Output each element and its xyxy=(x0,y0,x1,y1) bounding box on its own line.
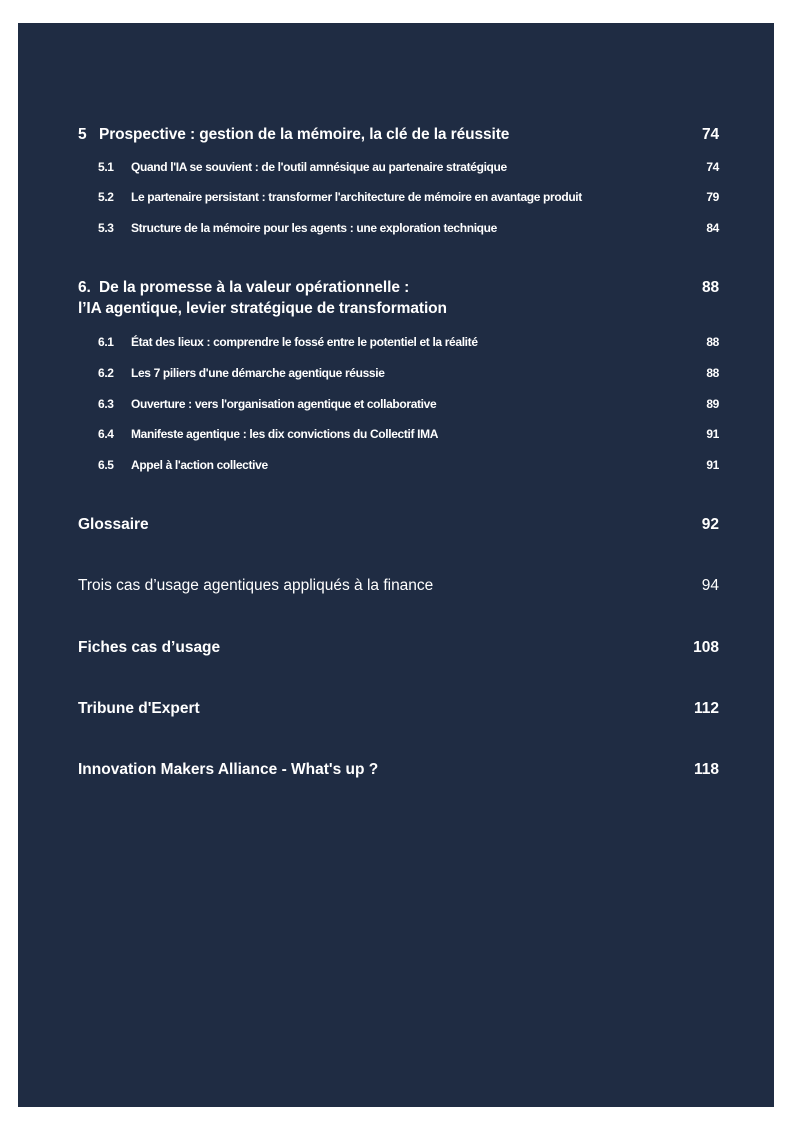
section-page-number: 89 xyxy=(706,397,719,411)
entry-title: Glossaire xyxy=(78,516,149,533)
section-page-number: 88 xyxy=(706,366,719,380)
section-number: 5.3 xyxy=(98,221,114,235)
toc-tribune-expert[interactable] xyxy=(78,700,719,718)
chapter-number: 6. xyxy=(78,279,91,296)
toc-section-5-2[interactable] xyxy=(98,190,719,204)
toc-glossaire[interactable] xyxy=(78,516,719,534)
section-title: Les 7 piliers d'une démarche agentique réussie xyxy=(131,366,385,380)
entry-page-number: 92 xyxy=(701,516,719,533)
toc-section-6-1[interactable] xyxy=(98,335,719,349)
toc-section-6-3[interactable] xyxy=(98,397,719,411)
entry-title: Fiches cas d’usage xyxy=(78,639,221,656)
section-title: État des lieux : comprendre le fossé entre le potentiel et la réalité xyxy=(131,335,478,349)
section-number: 6.2 xyxy=(98,366,114,380)
toc-section-6-5[interactable] xyxy=(98,458,719,472)
section-page-number: 91 xyxy=(706,458,719,472)
toc-chapter-6[interactable] xyxy=(78,279,719,318)
section-number: 6.3 xyxy=(98,397,114,411)
section-title: Manifeste agentique : les dix convictions du Collectif IMA xyxy=(131,427,439,441)
toc-section-6-4[interactable] xyxy=(98,427,719,441)
section-title: Structure de la mémoire pour les agents : une exploration technique xyxy=(131,221,497,235)
section-title: Ouverture : vers l'organisation agentique et collaborative xyxy=(131,397,437,411)
section-page-number: 74 xyxy=(706,160,719,174)
toc-innovation-makers-alliance[interactable] xyxy=(78,761,719,779)
entry-page-number: 108 xyxy=(693,639,719,656)
section-number: 6.5 xyxy=(98,458,114,472)
section-page-number: 91 xyxy=(706,427,719,441)
entry-page-number: 94 xyxy=(701,577,719,594)
section-number: 6.4 xyxy=(98,427,114,441)
toc-section-5-3[interactable] xyxy=(98,221,719,235)
section-title: Quand l'IA se souvient : de l'outil amnésique au partenaire stratégique xyxy=(131,160,507,174)
section-number: 5.1 xyxy=(98,160,114,174)
toc-section-5-1[interactable] xyxy=(98,160,719,174)
entry-title: Trois cas d’usage agentiques appliqués à la finance xyxy=(78,577,434,594)
chapter-title: Prospective : gestion de la mémoire, la clé de la réussite xyxy=(99,126,510,143)
chapter-title-line-2: l’IA agentique, levier stratégique de transformation xyxy=(78,300,447,317)
entry-title: Innovation Makers Alliance - What's up ? xyxy=(78,761,379,778)
toc-page xyxy=(18,23,774,1107)
section-title: Le partenaire persistant : transformer l'architecture de mémoire en avantage produit xyxy=(131,190,582,204)
chapter-number: 5 xyxy=(78,126,87,143)
chapter-page-number: 74 xyxy=(701,126,719,143)
entry-title: Tribune d'Expert xyxy=(78,700,200,717)
section-page-number: 88 xyxy=(706,335,719,349)
toc-fiches-cas-usage[interactable] xyxy=(78,639,719,657)
section-page-number: 84 xyxy=(706,221,719,235)
chapter-title-line-1: De la promesse à la valeur opérationnelle : xyxy=(99,279,410,296)
entry-page-number: 118 xyxy=(693,761,719,778)
toc-section-6-2[interactable] xyxy=(98,366,719,380)
toc-trois-cas-usage[interactable] xyxy=(78,577,719,595)
section-number: 5.2 xyxy=(98,190,114,204)
section-number: 6.1 xyxy=(98,335,114,349)
chapter-page-number: 88 xyxy=(701,279,719,296)
toc-chapter-5[interactable] xyxy=(78,126,719,144)
entry-page-number: 112 xyxy=(693,700,719,717)
chapter-title xyxy=(78,279,447,318)
section-page-number: 79 xyxy=(706,190,719,204)
section-title: Appel à l'action collective xyxy=(131,458,268,472)
